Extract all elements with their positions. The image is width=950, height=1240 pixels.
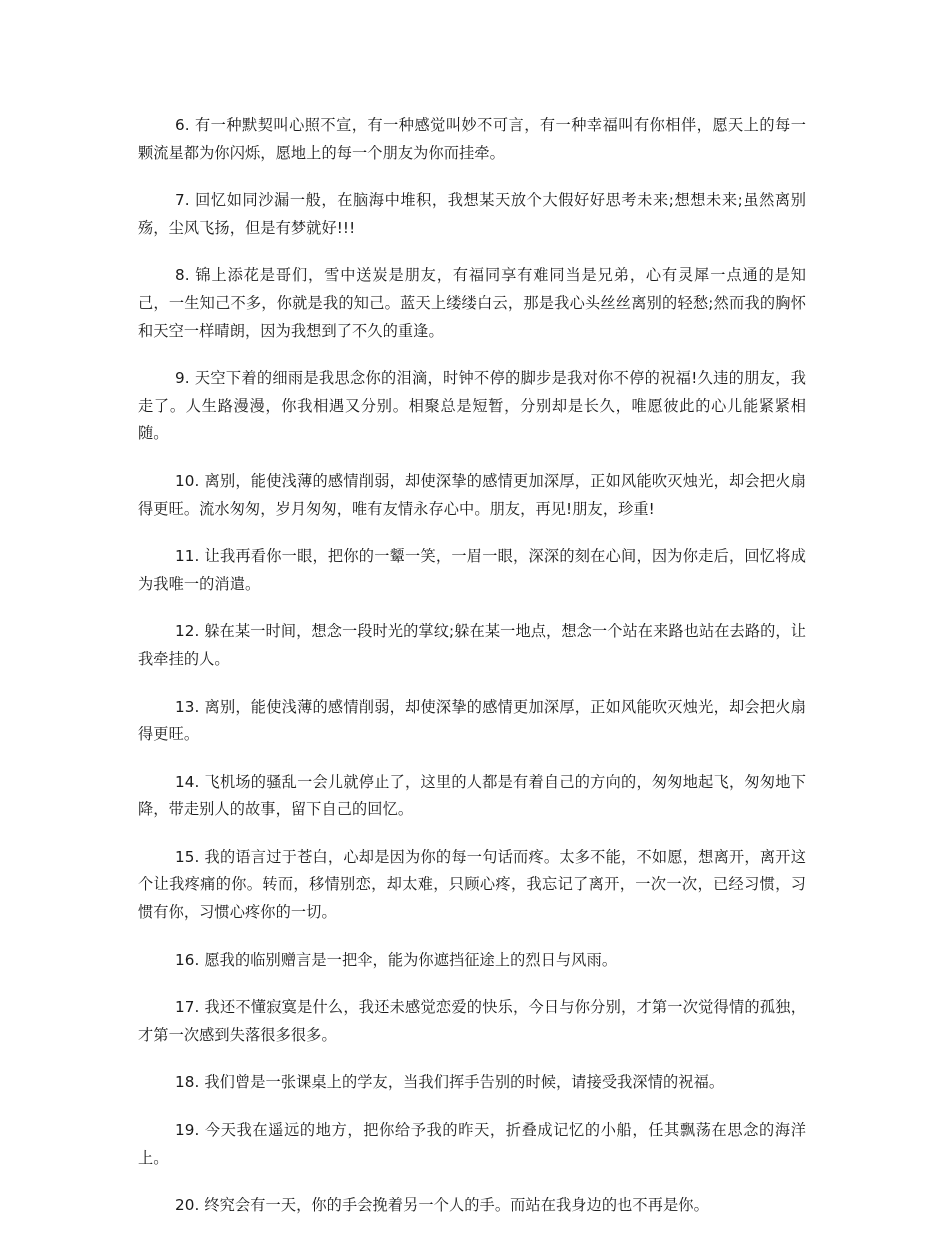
paragraph-15: 15. 我的语言过于苍白，心却是因为你的每一句话而疼。太多不能，不如愿，想离开，离开这个让我疼痛的你。转而，移情别恋，却太难，只顾心疼，我忘记了离开，一次一次，已经习惯，习惯有你，习惯心疼你的一切。: [138, 847, 806, 922]
paragraph-13: 13. 离别，能使浅薄的感情削弱，却使深挚的感情更加深厚，正如风能吹灭烛光，却会把火扇得更旺。: [138, 697, 806, 744]
paragraph-16: 16. 愿我的临别赠言是一把伞，能为你遮挡征途上的烈日与风雨。: [175, 950, 618, 969]
paragraph-10: 10. 离别，能使浅薄的感情削弱，却使深挚的感情更加深厚，正如风能吹灭烛光，却会把火扇得更旺。流水匆匆，岁月匆匆，唯有友情永存心中。朋友，再见!朋友，珍重!: [138, 471, 806, 518]
paragraph-17: 17. 我还不懂寂寞是什么，我还未感觉恋爱的快乐，今日与你分别，才第一次觉得情的孤独，才第一次感到失落很多很多。: [138, 998, 806, 1044]
paragraph-6: 6. 有一种默契叫心照不宣，有一种感觉叫妙不可言，有一种幸福叫有你相伴，愿天上的每一颗流星都为你闪烁，愿地上的每一个朋友为你而挂牵。: [138, 116, 806, 162]
paragraph-11: 11. 让我再看你一眼，把你的一颦一笑，一眉一眼，深深的刻在心间，因为你走后，回忆将成为我唯一的消遣。: [138, 547, 806, 593]
paragraph-9: 9. 天空下着的细雨是我思念你的泪滴，时钟不停的脚步是我对你不停的祝福!久违的朋友，我走了。人生路漫漫，你我相遇又分别。相聚总是短暂，分别却是长久，唯愿彼此的心儿能紧紧相随。: [138, 369, 806, 443]
paragraph-7: 7. 回忆如同沙漏一般，在脑海中堆积，我想某天放个大假好好思考未来;想想未来;虽然离别殇，尘风飞扬，但是有梦就好!!!: [138, 191, 806, 237]
document-body: [138, 112, 806, 1240]
paragraph-19: 19. 今天我在遥远的地方，把你给予我的昨天，折叠成记忆的小船，任其飘荡在思念的海洋上。: [138, 1121, 806, 1167]
paragraph-8: 8. 锦上添花是哥们，雪中送炭是朋友，有福同享有难同当是兄弟，心有灵犀一点通的是知己，一生知己不多，你就是我的知己。蓝天上缕缕白云，那是我心头丝丝离别的轻愁;然而我的胸怀和天空一样晴朗，因为我想到了不久的重逢。: [138, 266, 806, 340]
paragraph-20: 20. 终究会有一天，你的手会挽着另一个人的手。而站在我身边的也不再是你。: [175, 1196, 709, 1215]
paragraph-14: 14. 飞机场的骚乱一会儿就停止了，这里的人都是有着自己的方向的，匆匆地起飞，匆匆地下降，带走别人的故事，留下自己的回忆。: [138, 772, 806, 819]
paragraph-18: 18. 我们曾是一张课桌上的学友，当我们挥手告别的时候，请接受我深情的祝福。: [175, 1073, 725, 1092]
paragraph-12: 12. 躲在某一时间，想念一段时光的掌纹;躲在某一地点，想念一个站在来路也站在去路的，让我牵挂的人。: [138, 622, 806, 668]
